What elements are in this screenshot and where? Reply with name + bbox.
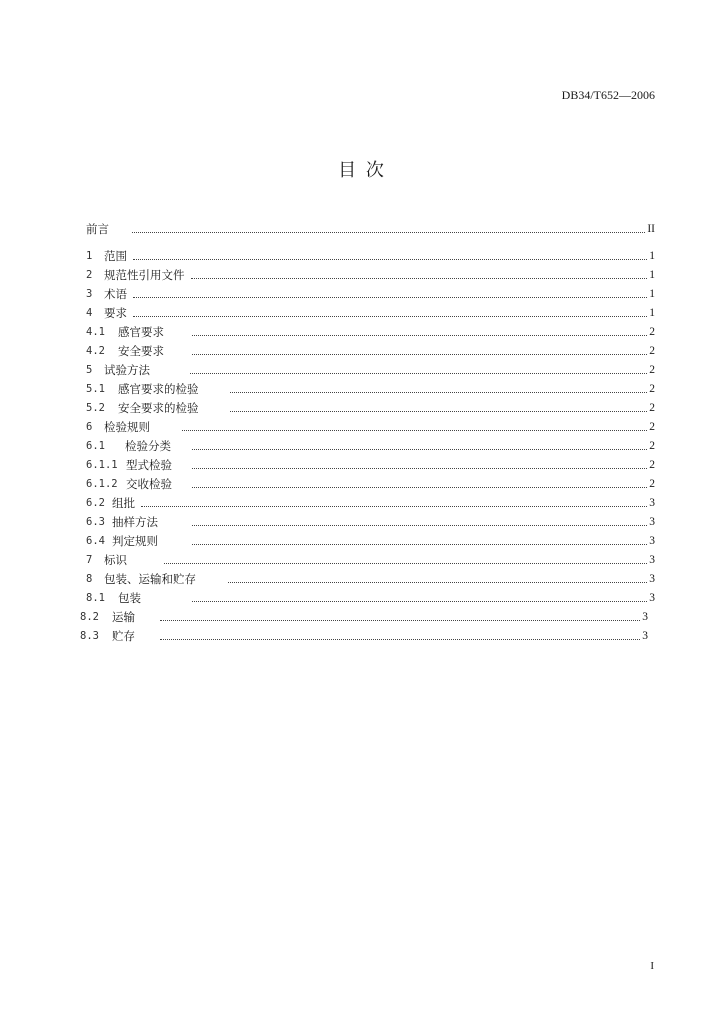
toc-label: 交收检验 [126,477,172,491]
toc-leader [191,277,648,279]
toc-entry[interactable] [86,286,655,302]
toc-leader [160,619,640,621]
toc-leader [230,410,647,412]
toc-page-number: 2 [649,326,655,338]
toc-leader [230,391,647,393]
toc-entry[interactable] [86,571,655,587]
toc-label: 试验方法 [104,363,150,377]
toc-label: 前言 [86,222,109,236]
toc-number: 2 [86,269,93,281]
toc-leader [182,429,647,431]
page-number: I [650,960,654,972]
toc-number: 6.1.2 [86,478,118,490]
toc-entry[interactable] [86,362,655,378]
toc-page-number: 3 [642,630,648,642]
toc-entry[interactable] [86,305,655,321]
toc-label: 检验规则 [104,420,150,434]
toc-number: 3 [86,288,93,300]
toc-number: 4 [86,307,93,319]
toc-entry[interactable] [86,343,655,359]
toc-entry[interactable] [86,476,655,492]
toc-label: 抽样方法 [112,515,158,529]
toc-number: 4.1 [86,326,105,338]
toc-entry[interactable] [86,400,655,416]
toc-label: 标识 [104,553,127,567]
toc-page-number: 2 [649,421,655,433]
toc-leader [192,334,647,336]
toc-page-number: 2 [649,345,655,357]
toc-label: 要求 [104,306,127,320]
toc-leader [133,315,647,317]
toc-leader [228,581,647,583]
toc-leader [190,372,647,374]
toc-leader [160,638,640,640]
toc-label: 术语 [104,287,127,301]
toc-leader [192,353,647,355]
toc-leader [164,562,647,564]
toc-number: 8.1 [86,592,105,604]
toc-label: 感官要求 [118,325,164,339]
toc-entry[interactable] [80,609,648,625]
toc-leader [192,524,647,526]
toc-page-number: 2 [649,459,655,471]
toc-number: 6.4 [86,535,105,547]
toc-label: 包装、运输和贮存 [104,572,196,586]
toc-page-number: 1 [649,288,655,300]
toc-entry[interactable] [86,590,655,606]
toc-number: 6.3 [86,516,105,528]
toc-number: 4.2 [86,345,105,357]
document-code: DB34/T652—2006 [561,88,655,102]
toc-leader [192,600,647,602]
toc-entry[interactable] [86,419,655,435]
toc-label: 运输 [112,610,135,624]
toc-page-number: 3 [649,573,655,585]
toc-entry[interactable] [86,438,655,454]
toc-page-number: 3 [642,611,648,623]
toc-page-number: 2 [649,402,655,414]
toc-page-number: 2 [649,478,655,490]
toc-label: 规范性引用文件 [104,268,185,282]
toc-label: 安全要求的检验 [118,401,199,415]
toc-page-number: 3 [649,554,655,566]
toc-page-number: 1 [649,250,655,262]
toc-entry[interactable] [86,533,655,549]
toc-entry[interactable] [86,552,655,568]
toc-entry[interactable] [80,628,648,644]
toc-leader [192,543,647,545]
toc-number: 5 [86,364,93,376]
toc-leader [192,486,647,488]
toc-entry[interactable] [86,514,655,530]
toc-leader [192,448,647,450]
toc-number: 6.2 [86,497,105,509]
toc-leader [132,231,645,233]
toc-leader [141,505,647,507]
toc-label: 包装 [118,591,141,605]
toc-page-number: II [647,223,655,235]
toc-number: 6 [86,421,93,433]
toc-number: 8 [86,573,93,585]
toc-number: 5.2 [86,402,105,414]
toc-page-number: 3 [649,497,655,509]
toc-page-number: 1 [649,307,655,319]
toc-entry[interactable] [86,381,655,397]
toc-entry[interactable] [86,267,655,283]
toc-number: 1 [86,250,93,262]
toc-leader [192,467,647,469]
toc-label: 安全要求 [118,344,164,358]
toc-page-number: 1 [649,269,655,281]
toc-number: 6.1 [86,440,105,452]
toc-label: 组批 [112,496,135,510]
toc-label: 范围 [104,249,127,263]
toc-label: 检验分类 [125,439,171,453]
toc-page-number: 2 [649,364,655,376]
toc-entry[interactable] [86,324,655,340]
toc-page-number: 3 [649,516,655,528]
toc-number: 6.1.1 [86,459,118,471]
toc-entry[interactable] [86,248,655,264]
toc-label: 贮存 [112,629,135,643]
toc-leader [133,258,647,260]
toc-page-number: 2 [649,440,655,452]
toc-number: 8.3 [80,630,99,642]
toc-entry[interactable] [86,457,655,473]
toc-label: 感官要求的检验 [118,382,199,396]
toc-number: 7 [86,554,93,566]
toc-label: 判定规则 [112,534,158,548]
toc-number: 8.2 [80,611,99,623]
page-title: 目 次 [338,160,386,181]
toc-entry-preface[interactable] [86,221,655,237]
toc-label: 型式检验 [126,458,172,472]
toc-page-number: 2 [649,383,655,395]
toc-entry[interactable] [86,495,655,511]
toc-leader [133,296,647,298]
toc-page-number: 3 [649,592,655,604]
toc-number: 5.1 [86,383,105,395]
toc-page-number: 3 [649,535,655,547]
